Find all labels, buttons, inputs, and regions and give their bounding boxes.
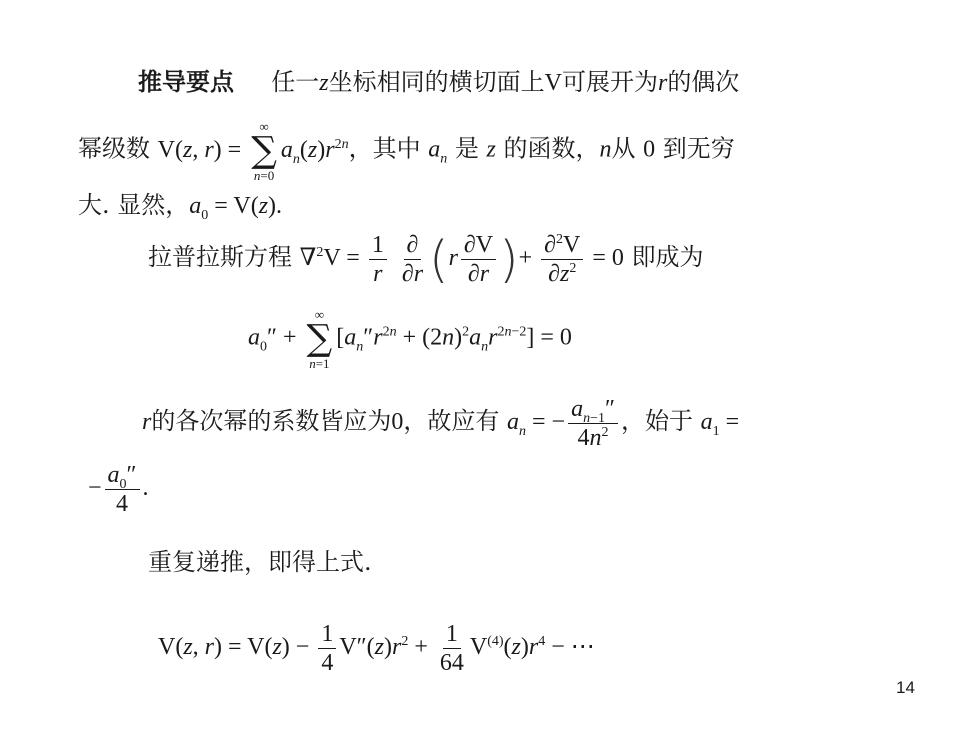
line-4 <box>148 230 704 289</box>
page-number: 14 <box>896 678 915 697</box>
text: ，故应有 <box>403 407 500 436</box>
sum-symbol: ∞ ∑ n=0 <box>251 119 277 183</box>
text: 是 <box>454 134 479 163</box>
text: 的函数， <box>503 134 600 163</box>
text: 可展开为 <box>561 68 658 96</box>
heading: 推导要点 <box>138 68 234 96</box>
text: 大. 显然， <box>78 191 190 219</box>
text: ，始于 <box>620 407 693 436</box>
sum-symbol: ∞ ∑ n=1 <box>306 307 333 371</box>
formula-a0: $a_0 = V(z)$. <box>189 193 283 223</box>
formula-an: $a_n$ = − $\frac{a_{n-1}''}{4n^2}$ <box>507 409 621 435</box>
text: 重复递推，即得上式. <box>148 548 372 576</box>
text: 即成为 <box>631 243 704 272</box>
formula-expansion: V(z, r) = V(z) − $\frac{1}{4}$ $V''(z)r^2$ + $\frac{1}{64}$ $V^{(4)}(z)r^4$ − ⋯ <box>158 621 595 676</box>
formula-series: V(z, r) = ∞ ∑ n=0 $a_n(z)r^{2n}$ <box>157 119 349 183</box>
formula-a1: − $\frac{a_0''}{4}$ . <box>88 462 149 517</box>
formula-laplace: ∇$^2$V = $\frac{1}{r}$ $\frac{\partial}{\partial r}$ (r $\frac{\partial V}{\partial r}$ )+ $\frac{\partial^2V}{\partial z^2}$ = 0 <box>299 230 624 289</box>
text: ，其中 <box>348 134 421 163</box>
text: 从 <box>611 134 636 163</box>
text: 到无穷 <box>662 134 735 163</box>
line-1: 推导要点 任一z坐标相同的横切面上V可展开为r的偶次 <box>138 68 740 96</box>
line-3 <box>78 191 283 223</box>
text: 拉普拉斯方程 <box>148 243 292 272</box>
text: 的偶次 <box>667 68 740 96</box>
text: 任一 <box>271 68 320 96</box>
text: 的各次幂的系数皆应为 <box>151 407 392 436</box>
line-8 <box>148 550 372 574</box>
line-6: r的各次幂的系数皆应为0，故应有 $a_n$ = − $\frac{a_{n-1}''}{4n^2}$ ，始于 $a_1$ = <box>142 396 740 451</box>
line-2: 幂级数 V(z, r) = ∞ ∑ n=0 $a_n(z)r^{2n}$，其中 $a_n$ 是 z 的函数，n从 0 到无穷 <box>78 119 735 183</box>
text: 坐标相同的横切面上 <box>328 68 545 96</box>
text: 幂级数 <box>78 134 150 163</box>
formula-recursion: $a_0''$ + ∞ ∑ n=1 $[a_n''r^{2n} + (2n)^2a_nr^{2n-2}] = 0$ <box>248 307 572 371</box>
